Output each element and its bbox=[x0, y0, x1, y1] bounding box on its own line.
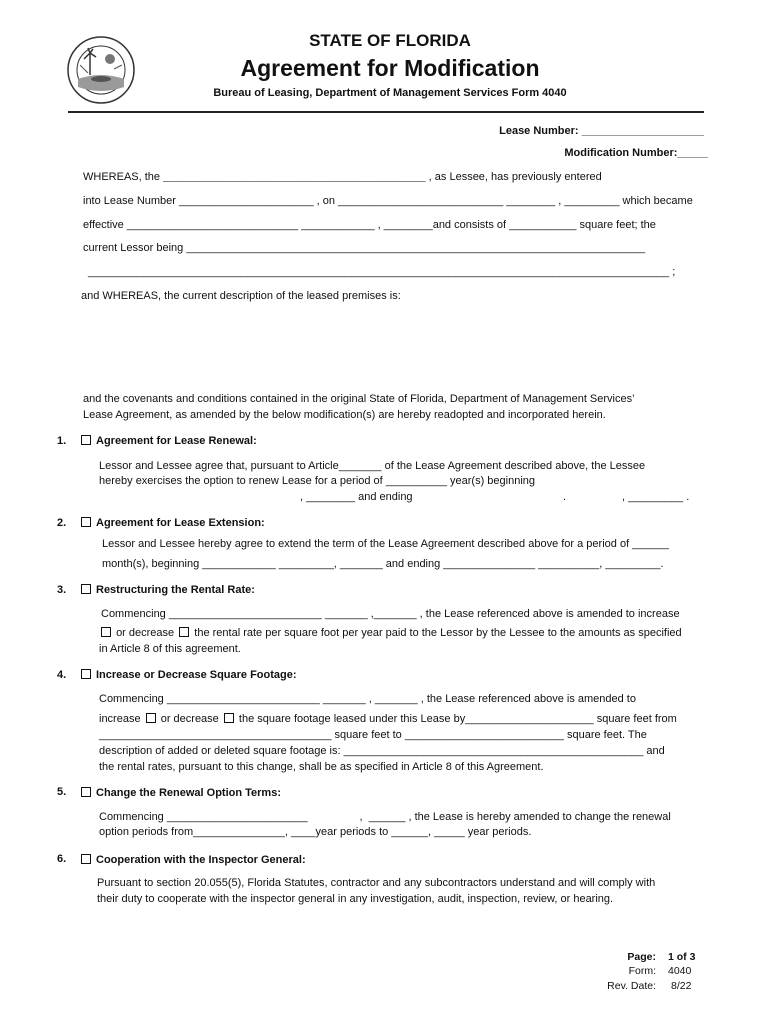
section-2-number: 2. bbox=[57, 517, 67, 529]
form-subtitle: Bureau of Leasing, Department of Management Services Form 4040 bbox=[213, 87, 567, 99]
section-1-line-3b: . bbox=[563, 491, 567, 503]
section-4-number: 4. bbox=[57, 669, 67, 681]
footer-page-value: 1 of 3 bbox=[668, 951, 696, 963]
preamble-line-5: _______________________________________________________________________________________________ ; bbox=[88, 266, 676, 278]
section-4-line-3: ______________________________________ square feet to __________________________ square feet. The bbox=[99, 729, 647, 741]
footer-page-label: Page: bbox=[627, 951, 656, 963]
section-4-line-2: increase or decrease the square footage leased under this Lease by_____________________ square feet from bbox=[99, 713, 677, 725]
section-6-heading: Cooperation with the Inspector General: bbox=[81, 853, 306, 867]
footer-rev-value: 8/22 bbox=[671, 980, 692, 992]
section-3-line-2: or decrease the rental rate per square foot per year paid to the Lessor by the Lessee to the amounts as specified bbox=[99, 626, 682, 640]
section-3-heading: Restructuring the Rental Rate: bbox=[81, 583, 255, 597]
section-6-number: 6. bbox=[57, 853, 67, 865]
state-heading: STATE OF FLORIDA bbox=[309, 31, 471, 50]
section-6-line-2: their duty to cooperate with the inspector general in any investigation, audit, inspection, review, or hearing. bbox=[97, 893, 614, 905]
premises-description-intro: and WHEREAS, the current description of the leased premises is: bbox=[81, 290, 401, 302]
section-3-number: 3. bbox=[57, 584, 67, 596]
section-2-heading: Agreement for Lease Extension: bbox=[81, 516, 265, 530]
section-3-checkbox[interactable] bbox=[81, 584, 91, 594]
footer-form-value: 4040 bbox=[668, 965, 692, 977]
section-4-heading: Increase or Decrease Square Footage: bbox=[81, 668, 297, 682]
section-5-number: 5. bbox=[57, 786, 67, 798]
section-3-line-3: in Article 8 of this agreement. bbox=[99, 643, 241, 655]
increase-footage-checkbox[interactable] bbox=[146, 713, 156, 723]
footer-form-label: Form: bbox=[628, 965, 656, 977]
section-6-checkbox[interactable] bbox=[81, 854, 91, 864]
section-5-heading: Change the Renewal Option Terms: bbox=[81, 786, 281, 800]
increase-rent-checkbox[interactable] bbox=[101, 627, 111, 637]
section-1-line-2: hereby exercises the option to renew Lease for a period of __________ year(s) beginning bbox=[99, 475, 536, 487]
section-6-line-1: Pursuant to section 20.055(5), Florida Statutes, contractor and any subcontractors understand and will comply with bbox=[97, 877, 656, 889]
section-3-line-1: Commencing _________________________ _______ ,_______ , the Lease referenced above is amended to increase bbox=[101, 608, 680, 620]
section-2-line-1: Lessor and Lessee hereby agree to extend the term of the Lease Agreement described above for a period of ______ bbox=[102, 538, 669, 550]
section-2-checkbox[interactable] bbox=[81, 517, 91, 527]
section-4-line-1: Commencing _________________________ _______ , _______ , the Lease referenced above is amended to bbox=[99, 693, 636, 705]
section-5-line-1: Commencing _______________________ , ______ , the Lease is hereby amended to change the renewal bbox=[99, 811, 671, 823]
form-title: Agreement for Modification bbox=[240, 55, 540, 81]
footer-rev-label: Rev. Date: bbox=[607, 980, 656, 992]
covenants-line-1: and the covenants and conditions contained in the original State of Florida, Department of Management Services’ bbox=[83, 393, 635, 405]
section-4-line-5: the rental rates, pursuant to this change, shall be as specified in Article 8 of this Agreement. bbox=[99, 761, 544, 773]
preamble-line-1: WHEREAS, the ___________________________________________________________ , as Lessee, has previously entered bbox=[83, 171, 602, 183]
section-1-line-1: Lessor and Lessee agree that, pursuant to Article_______ of the Lease Agreement described above, the Lessee bbox=[99, 460, 646, 472]
preamble-line-4: current Lessor being ___________________________________________________________________________ bbox=[83, 242, 646, 254]
section-1-checkbox[interactable] bbox=[81, 435, 91, 445]
section-1-number: 1. bbox=[57, 435, 67, 447]
section-4-line-4: description of added or deleted square footage is: _________________________________________________ and bbox=[99, 745, 665, 757]
preamble-line-2: into Lease Number ______________________ , on ___________________________ ________ , _________ which became bbox=[83, 195, 693, 207]
header-divider bbox=[68, 111, 704, 113]
section-1-line-3c: , _________ . bbox=[622, 491, 690, 503]
section-5-line-2: option periods from_______________, ____year periods to ______, _____ year periods. bbox=[99, 826, 532, 838]
section-1-heading: Agreement for Lease Renewal: bbox=[81, 434, 257, 448]
section-2-line-2: month(s), beginning ____________ _________, _______ and ending _______________ __________, _________. bbox=[102, 558, 664, 570]
covenants-line-2: Lease Agreement, as amended by the below modification(s) are hereby readopted and incorporated herein. bbox=[83, 409, 606, 421]
section-4-checkbox[interactable] bbox=[81, 669, 91, 679]
decrease-footage-checkbox[interactable] bbox=[224, 713, 234, 723]
modification-number-field[interactable]: Modification Number:_____ bbox=[564, 147, 708, 159]
section-1-line-3a: , ________ and ending bbox=[300, 491, 413, 503]
section-5-checkbox[interactable] bbox=[81, 787, 91, 797]
decrease-rent-checkbox[interactable] bbox=[179, 627, 189, 637]
lease-number-field[interactable]: Lease Number: ____________________ bbox=[499, 125, 704, 137]
preamble-line-3: effective ____________________________ ____________ , ________and consists of ___________ square feet; the bbox=[83, 219, 656, 231]
